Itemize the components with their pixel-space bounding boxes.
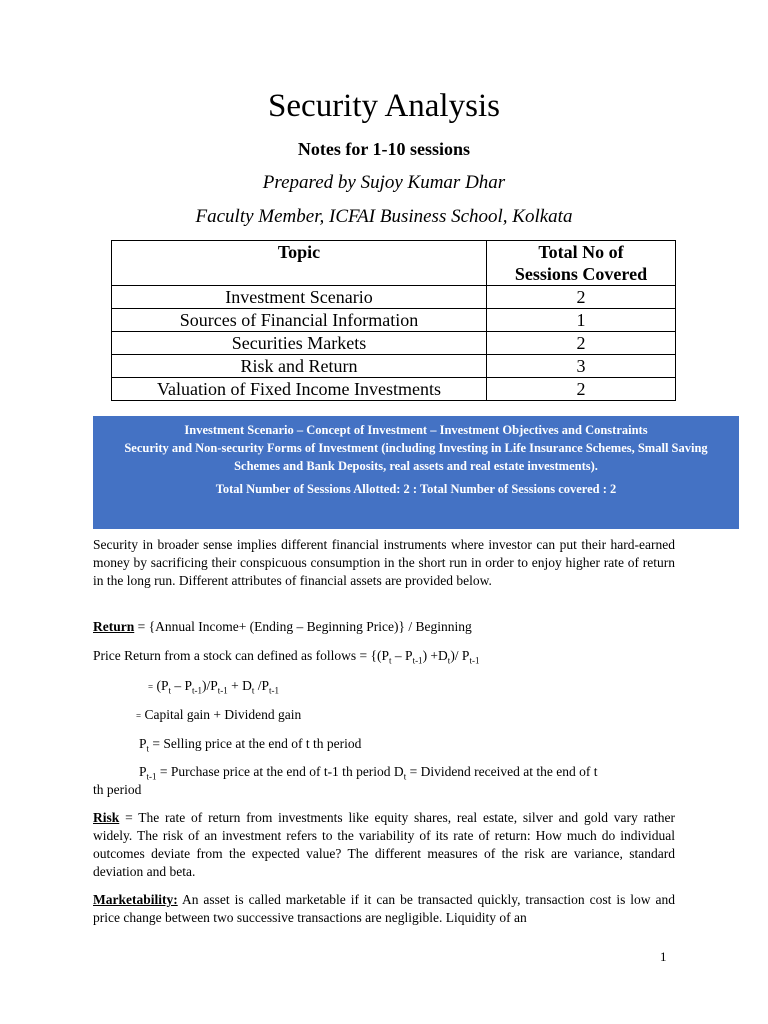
topic-cell: Risk and Return [112, 355, 487, 378]
table-header-row [112, 241, 676, 286]
formula-line-2: = $(P_t - P_{t-1})/P_{t-1} + D_t$ $/P_{t-1}$ [148, 678, 280, 696]
return-stock-text: Return from a stock can defined as follows = {(P [120, 648, 390, 663]
table-row [112, 286, 676, 309]
intro-paragraph: Security in broader sense implies different financial instruments where investor can put their hard-earned money by sacrificing their conspicuous consumption in the short run in order to enjoy higher rate of return in the long run. Different attributes of financial assets are provided below. [93, 537, 675, 588]
box-line-1: Investment Scenario – Concept of Investment – Investment Objectives and Constraints [184, 423, 648, 437]
table-row [112, 309, 676, 332]
pt1-definition-text: = Purchase price at the end of t-1 th period D [159, 764, 404, 779]
document-subtitle: Notes for 1-10 sessions [297, 139, 471, 159]
risk-paragraph [93, 809, 675, 881]
sessions-column-header [487, 241, 676, 286]
pt1-definition: $P_{t-1}$ = Purchase price at the end of t-1 th period $D_t$ = Dividend received at the end of t [139, 764, 598, 782]
marketability-label: Marketability: [93, 892, 178, 907]
topic-cell: Investment Scenario [112, 286, 487, 309]
topic-cell: Sources of Financial Information [112, 309, 487, 332]
topic-cell: Securities Markets [112, 332, 487, 355]
risk-label: Risk [93, 810, 120, 825]
affiliation-line: Faculty Member, ICFAI Business School, Kolkata [195, 206, 573, 227]
sessions-cell: 3 [487, 355, 676, 378]
dt-definition-text: = Dividend received at the end of t [409, 764, 598, 779]
box-total-sessions: Total Number of Sessions Allotted: 2 : Total Number of Sessions covered : 2 [215, 482, 617, 496]
sessions-cell: 2 [487, 332, 676, 355]
box-line-2: Security and Non-security Forms of Investment (including Investing in Life Insurance Schemes, Small Saving Schemes and Bank Deposits, real assets and real estate investments). [124, 441, 708, 473]
table-row [112, 378, 676, 401]
sessions-table [111, 240, 676, 401]
marketability-paragraph [93, 891, 675, 927]
capital-dividend-gain: Capital gain + Dividend gain [144, 707, 302, 722]
sessions-header-line1: Total No of [538, 242, 624, 262]
return-formula-text: = {Annual Income+ (Ending – Beginning Price)} / Beginning [134, 619, 472, 634]
th-period-line: th period [93, 782, 142, 797]
price-word: Price [93, 648, 121, 663]
page-number: 1 [660, 949, 667, 964]
return-definition [93, 618, 563, 636]
marketability-text: An asset is called marketable if it can be transacted quickly, transaction cost is low and price change between two successive transactions are negligible. Liquidity of an [93, 892, 675, 925]
author-line: Prepared by Sujoy Kumar Dhar [262, 172, 506, 193]
sessions-cell: 1 [487, 309, 676, 332]
table-row [112, 355, 676, 378]
topic-cell: Valuation of Fixed Income Investments [112, 378, 487, 401]
formula-line-3: = Capital gain + Dividend gain [136, 707, 302, 722]
document-title: Security Analysis [268, 88, 500, 124]
risk-text: = The rate of return from investments like equity shares, real estate, silver and gold vary rather widely. The risk of an investment refers to the variability of its rate of return: How much do individual outcomes deviate from the expected value? The different measures of the risk are variance, standard deviation and beta. [93, 810, 675, 879]
pt-definition-text: = Selling price at the end of t th period [152, 736, 362, 751]
sessions-header-line2: Sessions Covered [514, 264, 648, 284]
topic-column-header: Topic [112, 241, 487, 286]
sessions-cell: 2 [487, 286, 676, 309]
sessions-cell: 2 [487, 378, 676, 401]
return-label: Return [93, 619, 135, 634]
pt-definition: $P_t$ = Selling price at the end of t th period [139, 736, 362, 754]
table-row [112, 332, 676, 355]
session-summary-box [93, 416, 739, 529]
return-stock-formula: Price Return from a stock can defined as follows = $\{(P_t - P_{t-1}) +D_t)/$ $P_{t-1}$ [93, 648, 480, 666]
